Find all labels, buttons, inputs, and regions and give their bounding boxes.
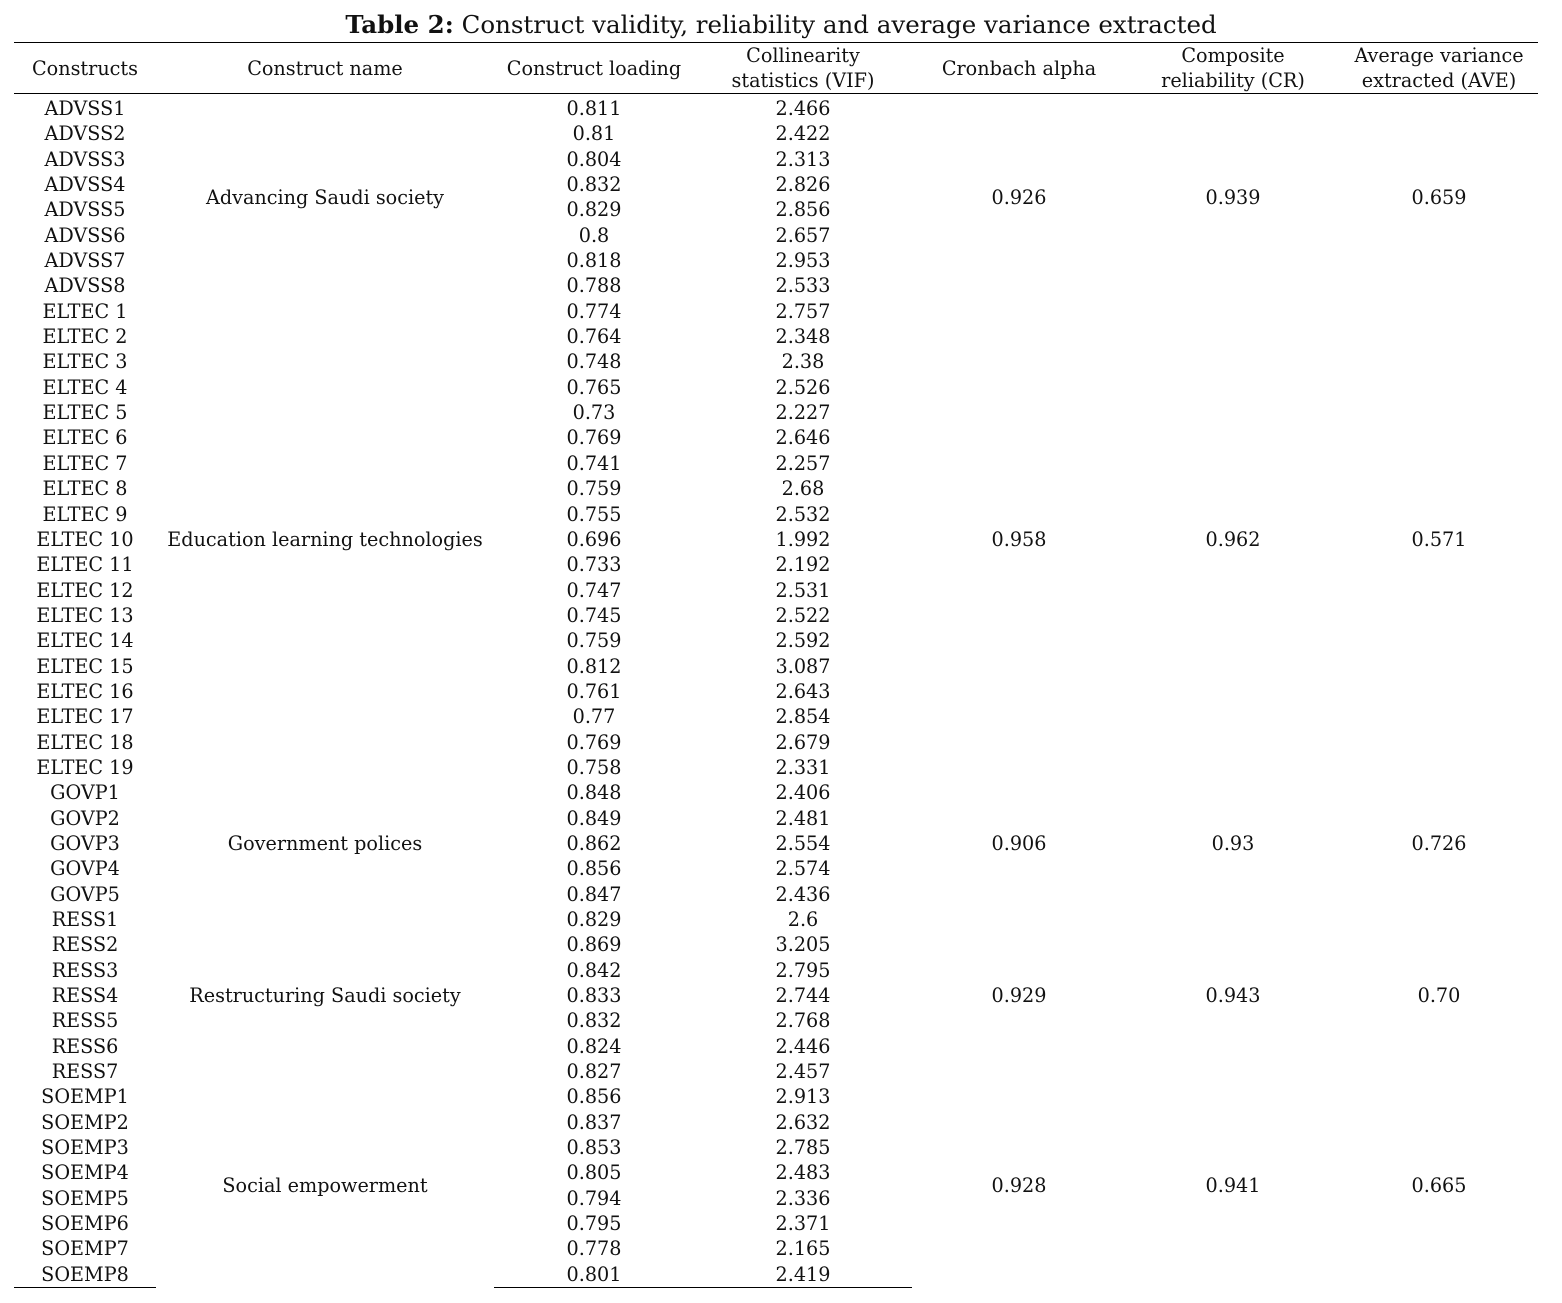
construct-loading-cell: 0.829 <box>566 908 622 931</box>
construct-code-cell: ELTEC 9 <box>42 502 128 526</box>
vif-cell: 2.466 <box>775 97 831 120</box>
cr-cell: 0.93 <box>1211 831 1255 855</box>
construct-code-cell: ELTEC 13 <box>36 603 134 627</box>
header-cronbach: Cronbach alpha <box>912 43 1126 94</box>
construct-code-cell: ADVSS7 <box>44 249 126 273</box>
header-constructs: Constructs <box>14 43 156 94</box>
cr-cell: 0.939 <box>1205 185 1261 209</box>
header-cr <box>1126 43 1340 94</box>
construct-code-cell: SOEMP7 <box>41 1237 129 1261</box>
vif-cell: 2.795 <box>775 958 831 982</box>
cr-cell: 0.943 <box>1205 984 1261 1008</box>
construct-loading-cell: 0.8 <box>578 223 610 247</box>
construct-code-cell: SOEMP4 <box>41 1161 129 1185</box>
construct-code-cell: ELTEC 2 <box>42 325 128 349</box>
table-row <box>14 907 1538 932</box>
construct-loading-cell: 0.745 <box>566 603 622 627</box>
vif-cell: 2.483 <box>775 1161 831 1185</box>
cr-cell: 0.962 <box>1205 527 1261 551</box>
construct-code-cell: ELTEC 7 <box>42 451 128 475</box>
construct-name-cell: Education learning technologies <box>167 527 483 551</box>
vif-cell: 2.856 <box>775 198 831 222</box>
construct-loading-cell: 0.73 <box>572 401 616 425</box>
vif-cell: 2.331 <box>775 755 831 779</box>
construct-loading-cell: 0.747 <box>566 578 622 602</box>
construct-loading-cell: 0.81 <box>572 122 616 146</box>
ave-cell: 0.70 <box>1417 984 1461 1008</box>
construct-loading-cell: 0.848 <box>566 781 622 805</box>
construct-loading-cell: 0.795 <box>566 1212 622 1236</box>
vif-cell: 2.6 <box>787 908 819 931</box>
table-caption <box>0 8 1562 42</box>
construct-code-cell: ADVSS1 <box>44 97 126 120</box>
vif-cell: 2.768 <box>775 1009 831 1033</box>
construct-loading-cell: 0.833 <box>566 984 622 1008</box>
construct-code-cell: ELTEC 15 <box>36 654 134 678</box>
vif-cell: 2.757 <box>775 299 831 323</box>
vif-cell: 2.313 <box>775 147 831 171</box>
vif-cell: 2.913 <box>775 1085 831 1109</box>
construct-loading-cell: 0.862 <box>566 831 622 855</box>
vif-cell: 2.826 <box>775 173 831 197</box>
cronbach-cell: 0.926 <box>991 185 1047 209</box>
construct-code-cell: ELTEC 3 <box>42 350 128 374</box>
table-label: Table 2: <box>345 10 454 39</box>
vif-cell: 2.371 <box>775 1212 831 1236</box>
construct-code-cell: RESS1 <box>51 908 119 931</box>
cronbach-cell: 0.928 <box>991 1174 1047 1198</box>
construct-loading-cell: 0.748 <box>566 350 622 374</box>
header-ave-line2: extracted (AVE) <box>1361 69 1517 92</box>
vif-cell: 3.087 <box>775 654 831 678</box>
header-cr-line2: reliability (CR) <box>1161 69 1305 92</box>
construct-name-cell: Advancing Saudi society <box>205 185 445 209</box>
construct-code-cell: ELTEC 4 <box>42 375 128 399</box>
table-row <box>14 299 1538 324</box>
construct-name-cell: Social empowerment <box>222 1174 428 1198</box>
table-row <box>14 780 1538 805</box>
construct-code-cell: GOVP5 <box>50 882 120 906</box>
vif-cell: 2.592 <box>775 629 831 653</box>
construct-loading-cell: 0.759 <box>566 629 622 653</box>
construct-loading-cell: 0.778 <box>566 1237 622 1261</box>
vif-cell: 2.646 <box>775 426 831 450</box>
construct-loading-cell: 0.849 <box>566 806 622 830</box>
vif-cell: 2.785 <box>775 1136 831 1160</box>
ave-cell: 0.665 <box>1411 1174 1467 1198</box>
construct-loading-cell: 0.761 <box>566 679 622 703</box>
construct-code-cell: ADVSS8 <box>44 274 126 298</box>
header-ave-line1: Average variance <box>1354 44 1524 67</box>
vif-cell: 2.531 <box>775 578 831 602</box>
construct-code-cell: ADVSS4 <box>44 173 126 197</box>
construct-loading-cell: 0.794 <box>566 1186 622 1210</box>
cronbach-cell: 0.929 <box>991 984 1047 1008</box>
construct-loading-cell: 0.856 <box>566 857 622 881</box>
construct-loading-cell: 0.812 <box>566 654 622 678</box>
construct-loading-cell: 0.759 <box>566 477 622 501</box>
construct-code-cell: ELTEC 17 <box>36 705 134 729</box>
construct-loading-cell: 0.769 <box>566 730 622 754</box>
vif-cell: 2.192 <box>775 553 831 577</box>
vif-cell: 2.481 <box>775 806 831 830</box>
construct-loading-cell: 0.832 <box>566 173 622 197</box>
header-row <box>14 43 1538 94</box>
construct-loading-cell: 0.804 <box>566 147 622 171</box>
vif-cell: 2.336 <box>775 1186 831 1210</box>
header-vif-line2: statistics (VIF) <box>731 69 875 92</box>
construct-loading-cell: 0.832 <box>566 1009 622 1033</box>
construct-code-cell: ELTEC 16 <box>36 679 134 703</box>
construct-loading-cell: 0.805 <box>566 1161 622 1185</box>
vif-cell: 1.992 <box>775 527 831 551</box>
construct-code-cell: ELTEC 12 <box>36 578 134 602</box>
construct-code-cell: GOVP2 <box>50 806 120 830</box>
construct-loading-cell: 0.829 <box>566 198 622 222</box>
construct-code-cell: ADVSS6 <box>44 223 126 247</box>
vif-cell: 2.953 <box>775 249 831 273</box>
vif-cell: 2.679 <box>775 730 831 754</box>
construct-code-cell: ELTEC 11 <box>36 553 134 577</box>
construct-loading-cell: 0.788 <box>566 274 622 298</box>
construct-loading-cell: 0.824 <box>566 1034 622 1058</box>
construct-code-cell: ELTEC 8 <box>42 477 128 501</box>
construct-code-cell: ELTEC 14 <box>36 629 134 653</box>
table-body <box>14 94 1538 1288</box>
construct-code-cell: RESS7 <box>51 1060 119 1084</box>
construct-code-cell: GOVP3 <box>50 831 120 855</box>
header-construct-name: Construct name <box>156 43 494 94</box>
ave-cell: 0.659 <box>1411 185 1467 209</box>
vif-cell: 2.38 <box>781 350 825 374</box>
construct-code-cell: RESS3 <box>51 958 119 982</box>
construct-loading-cell: 0.764 <box>566 325 622 349</box>
vif-cell: 2.446 <box>775 1034 831 1058</box>
construct-loading-cell: 0.769 <box>566 426 622 450</box>
vif-cell: 2.532 <box>775 502 831 526</box>
construct-name-cell: Restructuring Saudi society <box>189 984 461 1008</box>
construct-loading-cell: 0.755 <box>566 502 622 526</box>
construct-code-cell: ADVSS5 <box>44 198 126 222</box>
construct-code-cell: ELTEC 10 <box>36 527 134 551</box>
vif-cell: 2.522 <box>775 603 831 627</box>
construct-loading-cell: 0.758 <box>566 755 622 779</box>
construct-name-cell: Government polices <box>227 831 423 855</box>
construct-code-cell: SOEMP2 <box>41 1110 129 1134</box>
vif-cell: 2.574 <box>775 857 831 881</box>
cronbach-cell: 0.958 <box>991 527 1047 551</box>
vif-cell: 2.406 <box>775 781 831 805</box>
construct-loading-cell: 0.733 <box>566 553 622 577</box>
vif-cell: 2.422 <box>775 122 831 146</box>
construct-code-cell: ELTEC 5 <box>42 401 128 425</box>
construct-loading-cell: 0.847 <box>566 882 622 906</box>
header-construct-loading: Construct loading <box>494 43 694 94</box>
construct-code-cell: SOEMP1 <box>41 1085 129 1109</box>
vif-cell: 2.68 <box>781 477 825 501</box>
construct-code-cell: ELTEC 1 <box>42 299 128 323</box>
table-row <box>14 94 1538 122</box>
construct-code-cell: SOEMP3 <box>41 1136 129 1160</box>
construct-loading-cell: 0.811 <box>566 97 622 120</box>
construct-code-cell: ELTEC 19 <box>36 755 134 779</box>
construct-loading-cell: 0.765 <box>566 375 622 399</box>
vif-cell: 2.657 <box>775 223 831 247</box>
vif-cell: 2.436 <box>775 882 831 906</box>
header-vif-line1: Collinearity <box>746 44 860 67</box>
ave-cell: 0.726 <box>1411 831 1467 855</box>
vif-cell: 3.205 <box>775 933 831 957</box>
construct-code-cell: ELTEC 18 <box>36 730 134 754</box>
construct-loading-cell: 0.842 <box>566 958 622 982</box>
construct-loading-cell: 0.801 <box>494 1262 694 1288</box>
vif-cell: 2.526 <box>775 375 831 399</box>
construct-loading-cell: 0.818 <box>566 249 622 273</box>
vif-cell: 2.457 <box>775 1060 831 1084</box>
table-row <box>14 1084 1538 1109</box>
header-ave <box>1340 43 1538 94</box>
vif-cell: 2.533 <box>775 274 831 298</box>
cronbach-cell: 0.906 <box>991 831 1047 855</box>
construct-code-cell: SOEMP6 <box>41 1212 129 1236</box>
construct-validity-table <box>14 42 1538 1288</box>
construct-loading-cell: 0.696 <box>566 527 622 551</box>
construct-loading-cell: 0.77 <box>572 705 616 729</box>
vif-cell: 2.257 <box>775 451 831 475</box>
vif-cell: 2.854 <box>775 705 831 729</box>
cr-cell: 0.941 <box>1205 1174 1261 1198</box>
construct-loading-cell: 0.856 <box>566 1085 622 1109</box>
table-title: Construct validity, reliability and average variance extracted <box>461 10 1217 39</box>
vif-cell: 2.165 <box>775 1237 831 1261</box>
construct-code-cell: SOEMP5 <box>41 1186 129 1210</box>
construct-loading-cell: 0.741 <box>566 451 622 475</box>
construct-code-cell: ADVSS3 <box>44 147 126 171</box>
construct-loading-cell: 0.837 <box>566 1110 622 1134</box>
construct-loading-cell: 0.853 <box>566 1136 622 1160</box>
construct-code-cell: RESS5 <box>51 1009 119 1033</box>
construct-loading-cell: 0.869 <box>566 933 622 957</box>
vif-cell: 2.227 <box>775 401 831 425</box>
construct-code-cell: GOVP1 <box>50 781 120 805</box>
vif-cell: 2.632 <box>775 1110 831 1134</box>
vif-cell: 2.419 <box>694 1262 912 1288</box>
construct-code-cell: RESS6 <box>51 1034 119 1058</box>
ave-cell: 0.571 <box>1411 527 1467 551</box>
construct-loading-cell: 0.774 <box>566 299 622 323</box>
construct-code-cell: ADVSS2 <box>44 122 126 146</box>
vif-cell: 2.348 <box>775 325 831 349</box>
vif-cell: 2.554 <box>775 831 831 855</box>
construct-code-cell: RESS2 <box>51 933 119 957</box>
construct-loading-cell: 0.827 <box>566 1060 622 1084</box>
header-cr-line1: Composite <box>1181 44 1285 67</box>
construct-code-cell: SOEMP8 <box>14 1262 156 1288</box>
header-vif <box>694 43 912 94</box>
construct-code-cell: ELTEC 6 <box>42 426 128 450</box>
vif-cell: 2.744 <box>775 984 831 1008</box>
vif-cell: 2.643 <box>775 679 831 703</box>
construct-code-cell: GOVP4 <box>50 857 120 881</box>
construct-code-cell: RESS4 <box>51 984 119 1008</box>
